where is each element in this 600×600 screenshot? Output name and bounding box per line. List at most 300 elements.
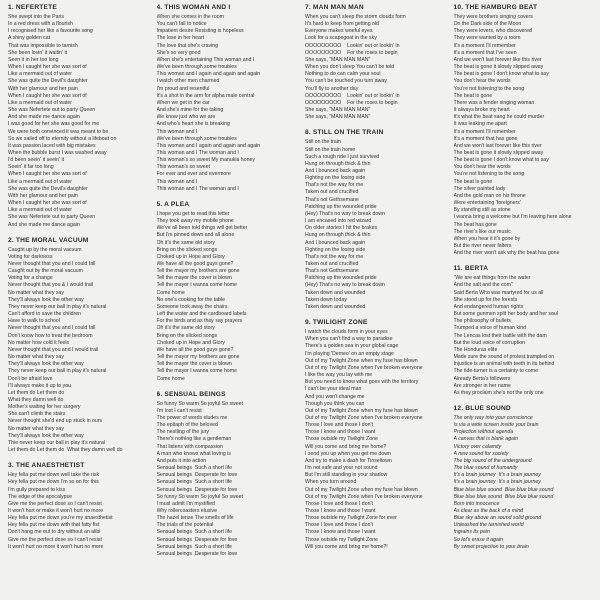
song-block — [305, 319, 446, 551]
lyric-line: You're not listening to the song — [453, 171, 525, 178]
lyric-line: The philosophy of bullets — [453, 318, 511, 325]
lyric-line: It was leaking me apart — [453, 121, 507, 128]
lyric-line: "We are eat things from the water — [453, 275, 531, 282]
lyric-line: Taken down and wounded — [305, 289, 366, 296]
lyric-line: The beat has gone — [453, 221, 497, 228]
lyric-line: Fighting on the losing side — [305, 175, 366, 182]
lyric-line: But I'm pinned down and all alone — [156, 232, 235, 239]
lyric-line: They were lovers, who discovered — [453, 28, 532, 35]
lyric-line: Sensual beings Such a short life — [156, 543, 233, 550]
lyric-line: The tide-turner is a certainty to come — [453, 368, 538, 375]
lyric-line: When the bubble burst I was washed away — [8, 149, 107, 156]
lyric-line: They never keep our ball in play it's natural — [8, 368, 107, 375]
lyric-line: It was passion laced with big mistakes — [8, 142, 96, 149]
lyric-line: Come home — [156, 289, 185, 296]
lyric-line: Patching up the wounded pride — [305, 203, 377, 210]
lyric-line: Injustice is an animal with teeth in its behind — [453, 361, 555, 368]
lyric-line: And the salt and the corn" — [453, 282, 514, 289]
lyric-line: For the birds and as they say prayers — [156, 318, 243, 325]
lyric-line: Said Berta Who was martyred for us all — [453, 289, 544, 296]
lyric-line: We've been through some troubles — [156, 64, 237, 71]
lyric-line: She says, "MAN MAN MAN" — [305, 114, 371, 121]
lyric-line: You don't hear the words — [453, 164, 511, 171]
lyric-line: Tell the mayor I wanna come home — [156, 282, 237, 289]
lyric-line: Are stronger in her name — [453, 382, 511, 389]
lyric-line: The epitaph of the beloved — [156, 422, 218, 429]
lyric-line: There was a fender singing woman — [453, 99, 535, 106]
lyric-line: This woman and I again and again and again — [156, 142, 261, 149]
lyric-column-4 — [454, 4, 595, 600]
lyric-line: I'm proud and resentful — [156, 85, 210, 92]
lyric-line: It's a shot in the arm for alpha male central — [156, 92, 255, 99]
lyric-line: The beat is gone I don't know what to say — [453, 71, 549, 78]
song-title: 8. STILL ON THE TRAIN — [305, 129, 384, 137]
song-title: 11. BERTA — [453, 265, 489, 273]
lyric-column-1 — [8, 4, 149, 600]
lyric-line: In a red dress with a flourish — [8, 21, 73, 28]
lyric-line: It's a brain journey It's a brain journey — [453, 479, 541, 486]
lyric-line: Seen it in her too long — [8, 56, 59, 63]
lyric-line: That's not Gethsemane — [305, 268, 359, 275]
lyric-line: OOOOOOOOO Lookin' out or lookin' in — [305, 92, 400, 99]
lyric-line: No matter what they say — [8, 354, 64, 361]
lyric-line: And you won't change me — [305, 393, 365, 400]
lyric-line: No matter what they say — [8, 289, 64, 296]
lyric-line: I'm not safe and your not sound — [305, 465, 378, 472]
lyric-line: There's nothing like a gentleman — [156, 436, 232, 443]
lyric-line: Sensual beings Such a short life — [156, 529, 233, 536]
lyric-line: Thie never keep our ball in play it's natural — [8, 439, 106, 446]
lyric-line: Give me the perfect dose so I can't resist — [8, 500, 102, 507]
song-lyrics — [454, 415, 595, 551]
lyric-line: Sensual beings Desperate for love — [156, 536, 238, 543]
lyric-line: A man who knows what loving is — [156, 450, 231, 457]
lyric-line: Tell the mayor I wanna come home — [156, 368, 237, 375]
lyric-line: Those I love and those I don't — [305, 500, 373, 507]
lyric-line: Still on the train — [305, 139, 341, 146]
song-block — [305, 129, 446, 311]
lyric-line: We've all been told things will get better — [156, 225, 248, 232]
song-title: 7. MAN MAN MAN — [305, 4, 364, 11]
song-lyrics — [305, 14, 446, 121]
lyric-line: A shiny golden cat — [8, 35, 51, 42]
lyric-line: The blue sound of humanity — [453, 465, 518, 472]
lyric-line: Sensual beings Such a short life — [156, 479, 233, 486]
lyric-line: The love that she's craving — [156, 42, 219, 49]
lyric-line: When she's entertaining This woman and I — [156, 56, 255, 63]
lyric-line: Come home — [156, 375, 185, 382]
song-block — [8, 462, 149, 551]
lyric-line: Caught up by the moral vacuum — [8, 246, 82, 253]
lyric-line: The big sound of the underground — [453, 457, 532, 464]
lyric-line: We have all the good guys gone? — [156, 346, 234, 353]
lyric-line: Sensual beings Desperate for love — [156, 472, 238, 479]
lyric-line: Those outside my Twilight Zone for ever — [305, 515, 397, 522]
lyric-line: You're not listening to the song — [453, 85, 525, 92]
lyric-line: They'll always look the other way — [8, 432, 84, 439]
lyric-line: She says, "MAN MAN MAN" — [305, 107, 371, 114]
lyric-line: Out of my Twilight Zone when my fuse has blown — [305, 357, 418, 364]
song-lyrics — [8, 472, 149, 551]
song-block — [8, 237, 149, 455]
lyric-line: I hope you get to read this letter — [156, 210, 230, 217]
lyric-line: With her glamour and her pain — [8, 192, 78, 199]
lyric-line: The hazel tense The smells of life — [156, 515, 234, 522]
lyric-line: That's not Gethsemane — [305, 196, 359, 203]
lyric-line: And who's heart she is breaking — [156, 121, 230, 128]
lyric-line: The power of words eludes me — [156, 414, 228, 421]
lyric-line: And she's mine for the taking — [156, 107, 224, 114]
lyric-line: The Honduras elite — [453, 346, 498, 353]
lyric-line: When we get in the car — [156, 99, 210, 106]
lyric-line: It's a moment that has gone — [453, 135, 518, 142]
song-block — [157, 4, 298, 193]
lyric-line: For ever and ever and evermore — [156, 171, 231, 178]
lyric-line: But some gunmen split her body and her soul — [453, 311, 558, 318]
lyric-line: Tell the mayor the cover is blown — [156, 275, 232, 282]
lyric-line: Is via a wide screen inside your brain — [453, 422, 539, 429]
lyric-line: Those I know and those I want — [305, 529, 376, 536]
lyric-line: This woman and I — [156, 178, 198, 185]
lyric-line: I'm lost I can't resist — [156, 407, 202, 414]
lyric-line: When you turn around — [305, 479, 357, 486]
lyric-line: When you don't sleep You can't be told — [305, 64, 395, 71]
lyric-line: That was impossible to tarnish — [8, 42, 78, 49]
lyric-line: Someone took away the chairs — [156, 303, 228, 310]
lyric-line: Out of my Twilight Zone when I've broken everyone — [305, 414, 423, 421]
lyric-line: Taken out and crucified — [305, 189, 359, 196]
lyric-line: Were entertaining 'foreigners' — [453, 200, 521, 207]
song-title: 6. SENSUAL BEINGS — [156, 390, 226, 398]
lyric-line: We were both convinced it was meant to be — [8, 128, 109, 135]
lyric-line: But you need to know what goes with the territory — [305, 379, 419, 386]
lyric-line: As clear as the back of a mind — [453, 508, 523, 514]
lyric-line: Hey fella put me down with that fatty fist — [8, 522, 100, 529]
lyric-line: Bring on the slicked songs — [156, 246, 218, 253]
lyric-line: I'll always make it up to you — [8, 382, 71, 389]
lyric-line: Sensual beings Desperate for love — [156, 550, 238, 557]
lyric-line: Hey fella put me down I'm so on for this — [8, 479, 99, 486]
lyric-line: Oh it's the same old story — [156, 239, 215, 246]
lyric-line: The nestling of the jury — [156, 429, 209, 436]
lyric-line: Unleashed the tarnished world — [453, 522, 524, 529]
lyric-line: This woman and I The woman and I — [156, 149, 239, 156]
song-title: 10. THE HAMBURG BEAT — [453, 4, 538, 11]
lyric-line: As they proclaim she's not the only one — [453, 389, 544, 396]
lyric-line: And I bounced back again — [305, 239, 365, 246]
lyric-line: They'll always look the other way — [8, 361, 84, 368]
lyric-line: But the loud voice of corruption — [453, 339, 526, 346]
lyric-line: Everyone makes woeful eyes — [305, 28, 373, 35]
lyric-line: She stood up for the forests — [453, 296, 518, 303]
lyric-line: Taken out and crucified — [305, 261, 359, 267]
lyric-line: So funny So warm So joyful So sweet — [156, 493, 244, 500]
lyric-column-2 — [157, 4, 298, 600]
lyric-line: And she made me dance again — [8, 221, 80, 228]
lyric-line: I wanna bring a welcome but I'm leaving here alone — [453, 214, 572, 221]
lyric-line: Hey fella put me down well take the risk — [8, 472, 100, 479]
lyric-line: No matter how cold it feels — [8, 339, 70, 346]
lyric-line: I am encased into red wizard — [305, 218, 372, 225]
lyric-line: She been lovin' it waitin' it — [8, 49, 68, 56]
lyric-line: Nothing to do can calm your soul — [305, 71, 381, 78]
lyric-line: The Lencas lost their battle with the dam — [453, 332, 547, 339]
song-title: 2. THE MORAL VACUUM — [8, 236, 89, 244]
lyric-line: The trials of the potential — [156, 522, 214, 529]
lyric-line: I watch other men charmed — [156, 78, 220, 85]
lyric-line: Those I know and those I want — [305, 429, 376, 436]
lyric-line: Out of my Twilight Zone when my fuse has blown — [305, 407, 418, 414]
lyric-line: Though you think you can — [305, 400, 365, 407]
lyric-line: And we won't last forever like this river — [453, 56, 542, 63]
lyric-line: Ingrains its pain — [453, 529, 490, 536]
lyric-line: Sensual beings Such a short life — [156, 465, 233, 472]
lyric-line: Don't hang me out to dry without an alibi — [8, 529, 101, 536]
lyric-line: What they damn well do — [8, 396, 64, 403]
lyric-line: Like a mermaid out of water — [8, 71, 73, 78]
lyric-line: I'm gully prepared to kiss — [8, 486, 66, 493]
lyric-line: OOOOOOOOO For the roses to begin — [305, 99, 398, 106]
lyric-line: Voting for darkness — [8, 253, 53, 260]
lyric-line: When you can't sleep the storm clouds form — [305, 14, 406, 20]
lyric-line: Oh it's the same old story — [156, 325, 215, 332]
lyric-line: She was quite the Devil's daughter — [8, 185, 88, 192]
lyric-line: We have all the good guys gone? — [156, 261, 234, 267]
lyric-line: Projection without agenda — [453, 429, 514, 436]
lyric-line: Still on the train home — [305, 146, 356, 153]
lyric-line: And endangered human rights — [453, 303, 524, 310]
lyric-line: I watch the clouds form in your eyes — [305, 329, 388, 336]
lyric-line: And the gold man on his throne — [453, 192, 526, 199]
lyric-line: They never keep our ball in play it's natural — [8, 303, 107, 310]
lyric-line: Caught out by the moral vacuum — [8, 268, 83, 275]
lyric-line: This woman and I again and again and again — [156, 71, 261, 78]
lyric-line: Hung on through thick & thin — [305, 232, 371, 239]
lyric-line: I like the way you lay with me — [305, 372, 373, 379]
lyric-line: A canvas that is blank again — [453, 436, 518, 443]
lyric-line: Tell the mayor my brothers are gone — [156, 268, 240, 275]
lyric-line: Fighting on the losing side — [305, 246, 366, 253]
lyric-line: Out of my Twilight Zone when my fuse has blown — [305, 486, 418, 493]
lyric-line: Never thought that you & I would trail — [8, 282, 94, 289]
song-block — [8, 4, 149, 229]
lyric-line: By sweet projection to your brain — [453, 543, 529, 550]
song-title: 1. NEFERTETE — [8, 4, 57, 11]
lyric-line: You don't hear the words — [453, 78, 511, 85]
lyric-line: It's hard to keep from getting old — [305, 21, 379, 28]
lyric-line: So funny So warm So joyful So sweet — [156, 400, 244, 407]
lyric-line: Blue blue blue sound Blue blue blue sound — [453, 486, 554, 493]
lyric-line: But I'm still standing in your shadow — [305, 472, 388, 479]
lyric-line: No matter what they say — [8, 425, 64, 432]
lyric-line: The beat is gone I don't know what to say — [453, 157, 549, 164]
lyric-line: And the river won't ask why the beat has gone — [453, 250, 560, 257]
lyric-line: When you hear it it's gone by — [453, 235, 521, 242]
lyric-line: She's so very good — [156, 49, 201, 56]
lyric-line: When you can't find a way to paradise — [305, 336, 393, 343]
lyric-line: This woman's so sweet — [156, 164, 210, 171]
lyric-line: Patching up the wounded pride — [305, 275, 377, 282]
lyric-line: They were brothers singing covers — [453, 14, 533, 20]
lyric-column-3 — [305, 4, 446, 600]
lyric-line: Give me the perfect dose so I can't resist — [8, 536, 102, 543]
lyric-line: Why rollercoasters elusive — [156, 508, 218, 514]
lyric-line: Made sure the sound of protest trampled on — [453, 354, 555, 361]
lyric-line: Out of my Twilight Zone when I've broken everyone — [305, 364, 423, 371]
lyric-line: Never thought that you and I could fall — [8, 261, 96, 267]
lyric-line: And we won't last forever like this river — [453, 142, 542, 149]
lyric-line: She was quite the Devil's daughter — [8, 78, 88, 85]
lyric-line: She was Nefertete out to party Queen — [8, 214, 96, 221]
lyric-line: This woman and I The woman and I — [156, 185, 239, 192]
lyric-line: But the river never falters — [453, 243, 512, 249]
lyric-line: And puts it into action — [156, 457, 207, 464]
lyric-line: We know just who we are — [156, 114, 216, 121]
lyric-line: Voting for a change — [8, 275, 53, 282]
lyric-line: Victory over calamity — [453, 443, 502, 450]
song-lyrics — [8, 247, 149, 455]
lyric-line: They were wanted by a room — [453, 35, 521, 42]
lyric-line: And try to make a dash for Tinseltown — [305, 457, 392, 464]
lyric-line: Have to walk to school — [8, 318, 60, 325]
lyric-line: Those outside my Twilight Zone — [305, 536, 378, 543]
lyric-line: Let them do Let them do What they damn well do — [8, 447, 123, 454]
lyric-line: It's what the beat sang he could murder — [453, 114, 545, 121]
lyric-line: Left the water and the cardboard labels — [156, 311, 247, 318]
song-block — [454, 4, 595, 257]
lyric-line: The silver painted lady — [453, 185, 506, 192]
lyric-line: (Hey) That's no way to break down — [305, 282, 385, 289]
lyric-line: No one's cooking for the table — [156, 296, 225, 303]
lyric-line: It won't hurt no more it won't hurt no more — [8, 543, 104, 550]
song-block — [305, 4, 446, 121]
lyric-line: Blue blue blue sound Blue blue blue sound — [453, 493, 554, 500]
lyric-line: Never thought she'd end up stuck in ours — [8, 418, 103, 425]
lyric-line: Will you come and bring me home?! — [305, 543, 388, 550]
lyric-line: It's a moment I'll remember — [453, 42, 516, 49]
lyric-line: The edge of the apocalypse — [8, 493, 73, 500]
lyric-line: I'd been seein' it seein' it — [8, 157, 65, 164]
lyric-line: Mother's waiting for her surgery — [8, 404, 81, 411]
lyric-line: Tell the mayor my brothers are gone — [156, 354, 240, 361]
lyric-line: Look for a scapegoat in the sky — [305, 35, 377, 42]
lyric-line: I send you up when you get me down — [305, 450, 391, 457]
song-lyrics — [305, 329, 446, 551]
song-lyrics — [305, 139, 446, 311]
song-block — [157, 201, 298, 383]
lyric-line: Such a rough ride I just survived — [305, 153, 380, 160]
song-lyrics — [157, 211, 298, 383]
song-title: 4. THIS WOMAN AND I — [156, 4, 231, 11]
song-title: 5. A PLEA — [156, 200, 190, 208]
lyric-line: They took away my mobile phone — [156, 218, 234, 225]
song-lyrics — [454, 14, 595, 257]
lyric-line: When she comes in the room — [156, 14, 224, 20]
lyric-line: Don't be afraid love — [8, 375, 53, 382]
lyric-line: Never thought that you and I could fall — [8, 325, 96, 332]
lyric-line: Will you come and bring me home? — [305, 443, 387, 450]
song-title: 12. BLUE SOUND — [453, 404, 511, 412]
lyric-line: Born into innocence — [453, 500, 500, 507]
song-lyrics — [157, 401, 298, 558]
song-block — [454, 265, 595, 397]
lyric-line: When I caught her she was sort of — [8, 92, 87, 99]
lyric-line: Choked up in Hope and Glory — [156, 253, 225, 260]
lyric-line: Hung on through thick & thin — [305, 160, 371, 167]
lyric-line: Those outside my Twilight Zone — [305, 436, 378, 443]
lyric-line: On older stories I hit the brakes — [305, 225, 378, 232]
lyric-line: I'm playing 'Demeo' on an empty stage — [305, 350, 394, 357]
lyric-line: Sensual beings Desperate for love — [156, 486, 238, 493]
lyric-line: We've been through some troubles — [156, 135, 237, 142]
lyric-line: So let's erase it again — [453, 536, 503, 543]
lyric-line: Trumped a voice of human kind — [453, 325, 526, 332]
lyric-line: Let them do Let them do — [8, 389, 65, 396]
lyric-line: Like a mermaid out of water — [8, 178, 73, 185]
lyric-line: It's a brain journey It's a brain journey — [453, 472, 541, 479]
lyric-line: She can't climb the stairs — [8, 411, 66, 418]
lyric-line: It's a moment I'll remember — [453, 128, 516, 135]
lyric-line: Bring on the slicked songs — [156, 332, 218, 339]
lyric-line: Tell the mayor the cover is blown — [156, 361, 232, 368]
lyric-line: By standing still as stone — [453, 207, 511, 214]
lyric-line: That's not the way for me — [305, 253, 364, 260]
lyric-line: Those I love and those I don't — [305, 422, 373, 429]
lyric-line: They'll always look the other way — [8, 296, 84, 303]
lyric-line: The beat is gone — [453, 92, 493, 99]
lyric-line: This woman's so sweet My manukia honey — [156, 157, 255, 164]
lyric-line: Hey fella put me down you're my anaesthetist — [8, 515, 113, 522]
lyric-line: Choked up in Hope and Glory — [156, 339, 225, 346]
lyric-line: I was good for her she was good for me — [8, 121, 100, 128]
song-lyrics — [8, 14, 149, 229]
lyric-line: You can't fail to notice — [156, 21, 207, 28]
lyric-line: There's a golden sea in your global cage — [305, 343, 399, 350]
lyric-line: She was Nefertete out to party Queen — [8, 107, 96, 114]
lyric-line: Can't afford to save the children — [8, 311, 81, 318]
lyric-line: Those I know and those I want — [305, 508, 376, 514]
song-lyrics — [157, 14, 298, 193]
lyric-line: That's not the way for me — [305, 182, 364, 189]
lyric-line: OOOOOOOOO Lookin' out or lookin' in — [305, 42, 400, 49]
lyric-line: On the Dark side of the Moon — [453, 21, 522, 28]
song-title: 3. THE ANAESTHETIST — [8, 462, 85, 470]
lyric-line: The lose in her heart — [156, 35, 205, 42]
song-block — [157, 391, 298, 558]
lyric-line: Taken down and wounded — [305, 303, 366, 310]
lyric-line: The river's like our music — [453, 228, 511, 235]
lyric-line: You can't be touched you turn away — [305, 78, 387, 85]
lyric-line: Seein' it far too long — [8, 164, 54, 171]
lyric-line: It always broke my heart — [453, 107, 510, 114]
lyric-line: Impatient desire Resisting is hopeless — [156, 28, 244, 35]
lyric-line: It won't hurt or make it won't hurt no more — [8, 508, 104, 514]
lyric-line: (Hey) That's no way to break down — [305, 210, 385, 217]
lyric-line: It's a moment that I've seen — [453, 49, 517, 56]
lyric-line: Already Berta's followers — [453, 375, 511, 382]
song-block — [454, 405, 595, 551]
lyric-line: This woman and I — [156, 128, 198, 135]
lyric-line: When I caught her she was sort of — [8, 200, 87, 207]
lyric-line: A new sound for society — [453, 450, 509, 457]
lyric-line: Never thought that you and I would trail — [8, 346, 99, 353]
lyric-line: I recognised her like a favourite song — [8, 28, 93, 35]
lyric-line: Out of my Twilight Zone when I've broken everyone — [305, 493, 423, 500]
lyric-line: With her glamour and her pain — [8, 85, 78, 92]
lyric-line: So we sailed off to eternity without a lifeboat on — [8, 135, 117, 142]
lyric-line: When I caught her she was sort of — [8, 171, 87, 178]
lyric-line: When I caught her she was sort of — [8, 64, 87, 71]
